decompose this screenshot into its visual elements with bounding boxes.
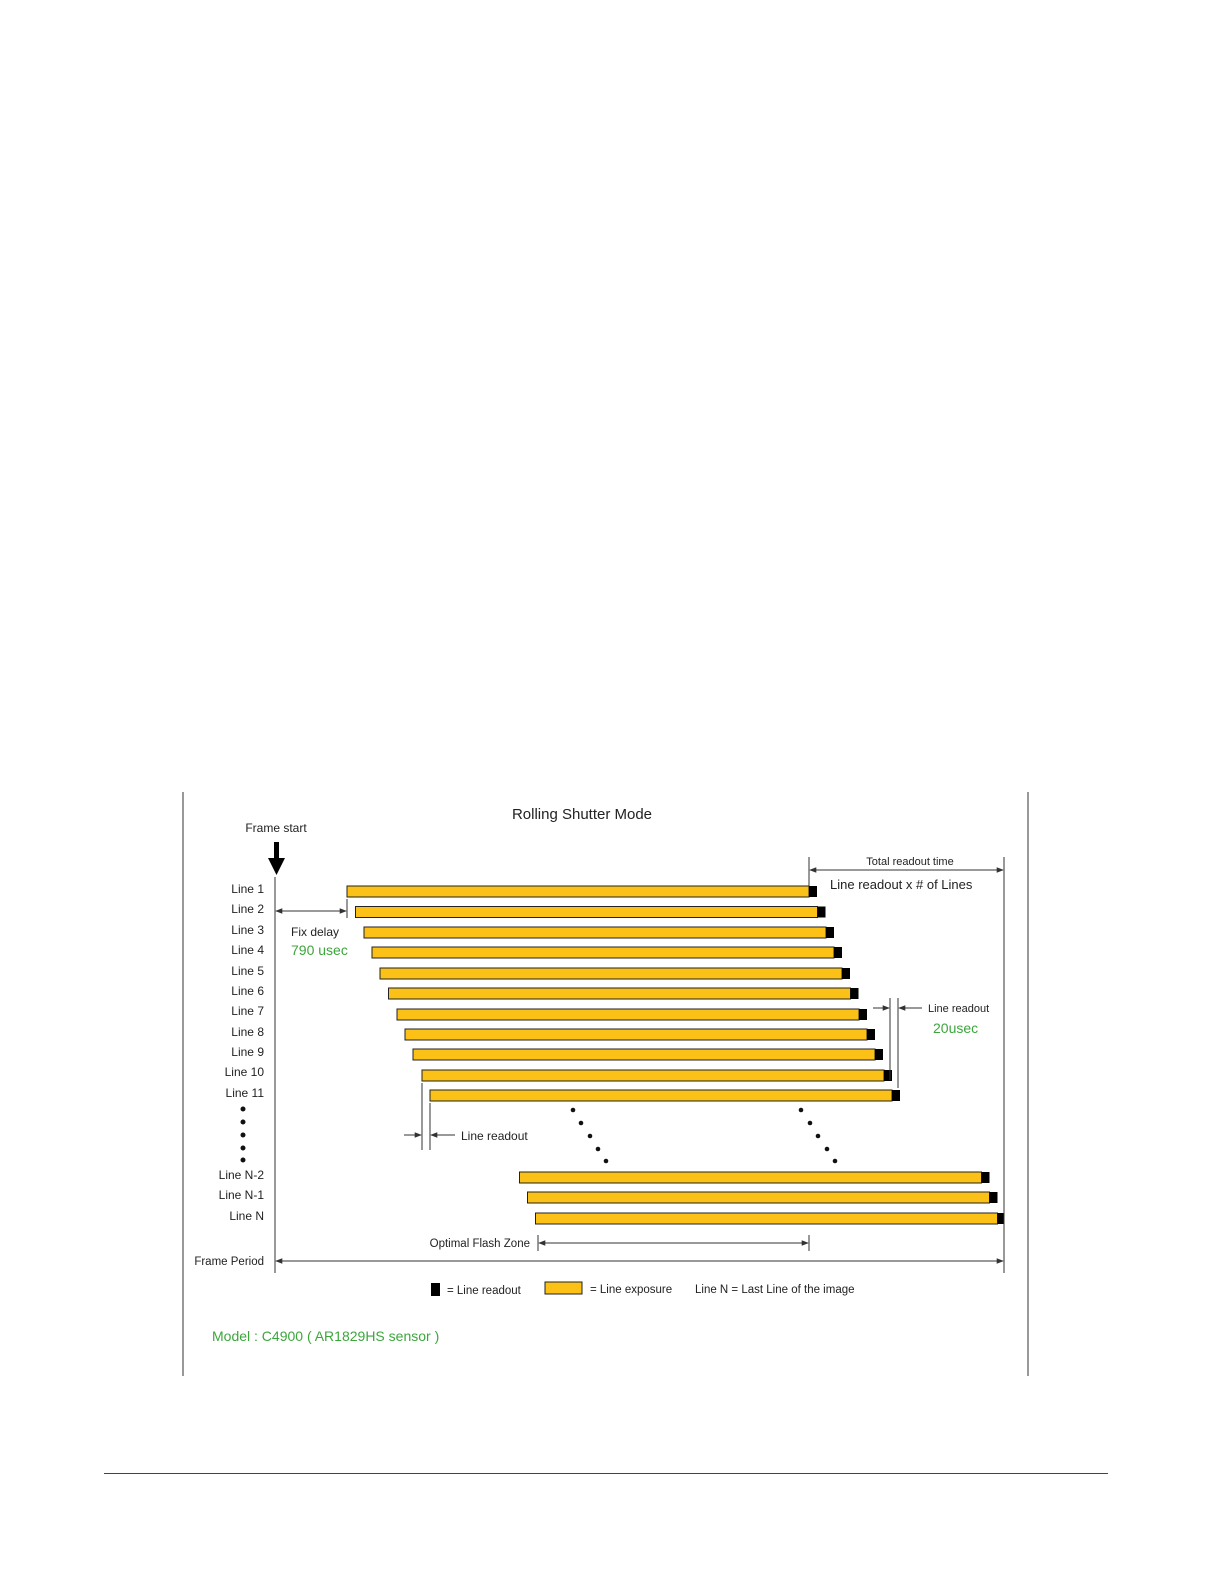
line-label: Line 9	[231, 1045, 264, 1059]
exposure-bars	[347, 886, 1005, 1224]
diagram-title: Rolling Shutter Mode	[511, 806, 653, 823]
line-label: Line 8	[231, 1025, 264, 1039]
fix-delay-label: Fix delay	[291, 925, 340, 939]
legend-exposure-label: = Line exposure	[590, 1284, 673, 1296]
line-labels	[219, 882, 265, 1223]
line-11-bar	[430, 1090, 900, 1101]
diagonal-dots-right	[799, 1108, 838, 1164]
frame-start-arrow-icon	[268, 842, 285, 875]
legend-readout-swatch	[431, 1283, 440, 1296]
fix-delay-value: 790 usec	[291, 942, 348, 958]
line-label: Line 3	[231, 923, 264, 937]
line-8-bar	[405, 1029, 875, 1040]
line-label: Line 10	[224, 1065, 264, 1079]
line-ellipsis	[241, 1107, 246, 1163]
line-label: Line N	[229, 1209, 264, 1223]
line-label: Line N-2	[218, 1168, 264, 1182]
legend-exposure-swatch	[545, 1282, 582, 1294]
legend-readout-label: = Line readout	[447, 1285, 521, 1297]
frame-start-label: Frame start	[245, 821, 307, 835]
line-n-bar	[536, 1213, 1005, 1224]
frame-period-label: Frame Period	[194, 1256, 264, 1268]
total-readout-label: Total readout time	[866, 856, 954, 868]
line-5-bar	[380, 968, 850, 979]
legend-line-n-label: Line N = Last Line of the image	[695, 1284, 855, 1296]
flash-zone-label: Optimal Flash Zone	[429, 1238, 530, 1250]
line-3-bar	[364, 927, 834, 938]
legend	[431, 1282, 855, 1297]
line-6-bar	[389, 988, 859, 999]
diagonal-dots-left	[571, 1108, 609, 1164]
line-1-bar	[347, 886, 817, 897]
line-label: Line 11	[225, 1086, 264, 1100]
page-footer-rule	[104, 1473, 1108, 1474]
line-label: Line 2	[231, 902, 264, 916]
line-readout-right-value: 20usec	[933, 1020, 979, 1036]
line-label: Line N-1	[218, 1188, 264, 1202]
line-label: Line 4	[231, 943, 264, 957]
line-label: Line 5	[231, 964, 264, 978]
line-4-bar	[372, 947, 842, 958]
line-n-1-bar	[528, 1192, 998, 1203]
line-n-2-bar	[520, 1172, 990, 1183]
line-label: Line 1	[231, 882, 264, 896]
model-note: Model : C4900 ( AR1829HS sensor )	[212, 1328, 440, 1344]
line-readout-times-lines-label: Line readout x # of Lines	[830, 877, 973, 892]
line-10-bar	[422, 1070, 892, 1081]
line-2-bar	[356, 907, 826, 918]
line-label: Line 6	[231, 984, 264, 998]
line-label: Line 7	[231, 1004, 264, 1018]
line-9-bar	[413, 1049, 883, 1060]
line-readout-bottom-label: Line readout	[461, 1129, 528, 1143]
line-readout-right-label: Line readout	[928, 1003, 990, 1015]
line-7-bar	[397, 1009, 867, 1020]
